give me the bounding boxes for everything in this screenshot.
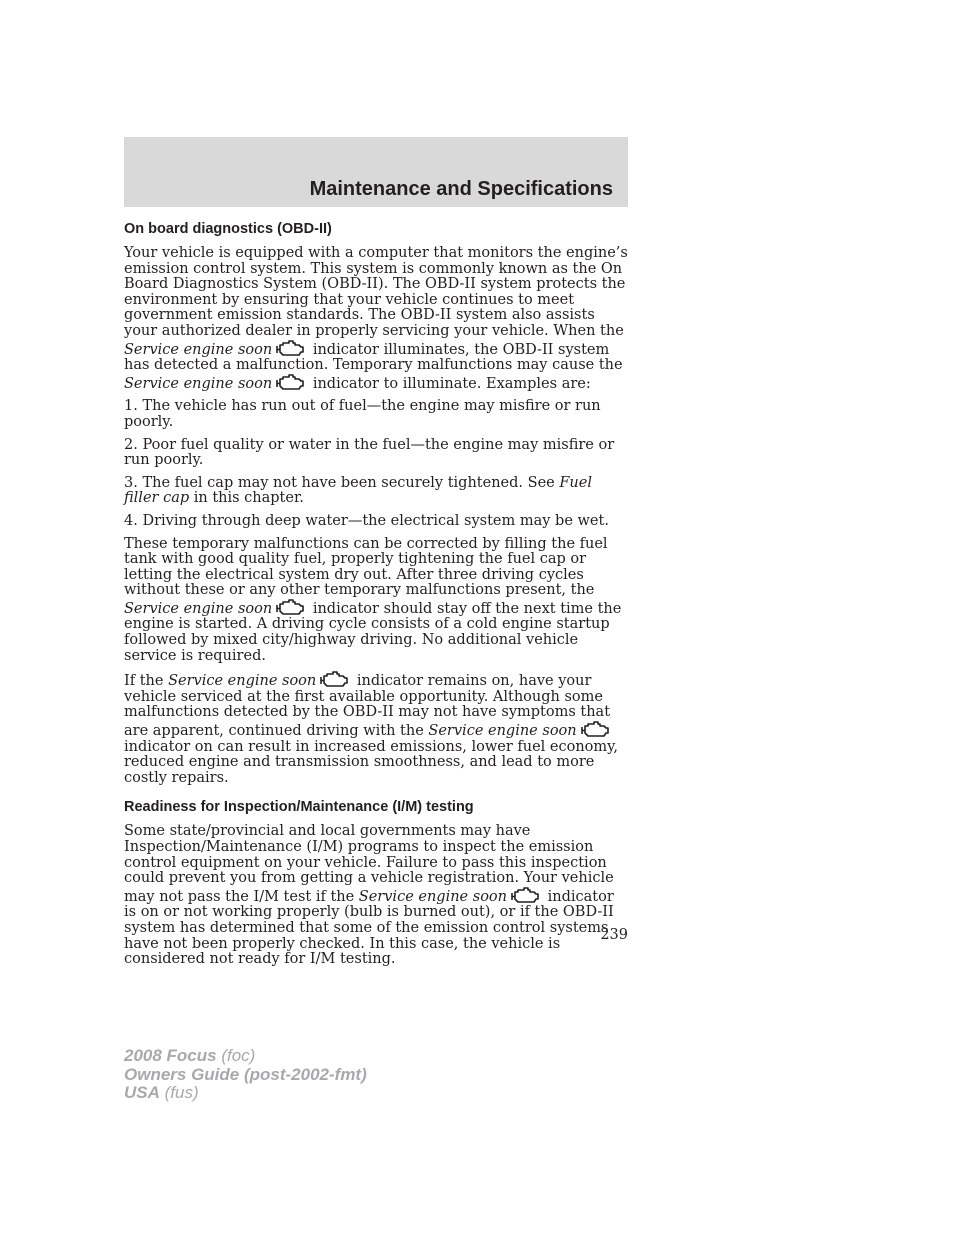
list-item: 4. Driving through deep water—the electrical system may be wet. <box>124 512 609 529</box>
service-engine-soon-term: Service engine soon <box>168 673 317 690</box>
check-engine-icon <box>275 340 305 358</box>
service-engine-soon-term: Service engine soon <box>428 723 577 740</box>
footer-line-model: 2008 Focus (foc) <box>124 1046 256 1065</box>
page-number: 239 <box>600 927 628 943</box>
footer-line-market: USA (fus) <box>124 1083 199 1102</box>
list-item: 2. Poor fuel quality or water in the fuel—the engine may misfire or run poorly. <box>124 436 615 469</box>
header-band <box>124 137 628 207</box>
list-item: 1. The vehicle has run out of fuel—the engine may misfire or run poorly. <box>124 398 601 430</box>
service-engine-soon-term: Service engine soon <box>124 341 273 358</box>
fuel-filler-cap-reference: Fuel filler cap <box>124 474 592 507</box>
check-engine-icon <box>580 721 610 739</box>
service-engine-soon-term: Service engine soon <box>358 888 507 905</box>
check-engine-icon <box>275 599 305 617</box>
service-engine-soon-term: Service engine soon <box>124 600 273 617</box>
page-title: Maintenance and Specifications <box>309 178 613 200</box>
paragraph-temporary-malfunctions: These temporary malfunctions can be corrected by filling the fuel tank with good quality fuel, properly tightening the fuel cap or letting the electrical system dry out. After three driving cycles without these or any other temporary malfunctions present, the Service engine soon indicator should stay off the next time the engine is started. A driving cycle consists of a cold engine startup followed by mixed city/highway driving. No additional vehicle service is required. <box>124 535 622 664</box>
check-engine-icon <box>319 671 349 689</box>
paragraph-obd-intro: Your vehicle is equipped with a computer that monitors the engine’s emission control system. This system is commonly known as the On Board Diagnostics System (OBD-II). The OBD-II system protects the environment by ensuring that your vehicle continues to meet government emission standards. The OBD-II system also assists your authorized dealer in properly servicing your vehicle. When the Service engine soon indicator illuminates, the OBD-II system has detected a malfunction. Temporary malfunctions may cause the Service engine soon indicator to illuminate. Examples are: <box>124 245 628 392</box>
list-item: 3. The fuel cap may not have been securely tightened. See Fuel filler cap in this chapter. <box>124 474 592 507</box>
check-engine-icon <box>275 374 305 392</box>
section-heading-obd: On board diagnostics (OBD-II) <box>124 221 332 237</box>
footer-line-guide: Owners Guide (post-2002-fmt) <box>124 1064 367 1084</box>
check-engine-icon <box>510 887 540 905</box>
page-content <box>124 220 628 975</box>
paragraph-indicator-remains-on: If the Service engine soon indicator remains on, have your vehicle serviced at the first available opportunity. Although some malfunctions detected by the OBD-II may not have symptoms that are apparent, continued driving with the Service engine soon indicator on can result in increased emissions, lower fuel economy, reduced engine and transmission smoothness, and lead to more costly repairs. <box>124 673 619 786</box>
section-heading-im-testing: Readiness for Inspection/Maintenance (I/M) testing <box>124 799 474 816</box>
service-engine-soon-term: Service engine soon <box>124 375 273 392</box>
paragraph-im-programs: Some state/provincial and local governments may have Inspection/Maintenance (I/M) programs to inspect the emission control equipment on your vehicle. Failure to pass this inspection could prevent you from getting a vehicle registration. Your vehicle may not pass the I/M test if the Service engine soon indicator is on or not working properly (bulb is burned out), or if the OBD-II system has determined that some of the emission control systems have not been properly checked. In this case, the vehicle is considered not ready for I/M testing. <box>124 823 614 968</box>
document-footer <box>124 1047 367 1103</box>
